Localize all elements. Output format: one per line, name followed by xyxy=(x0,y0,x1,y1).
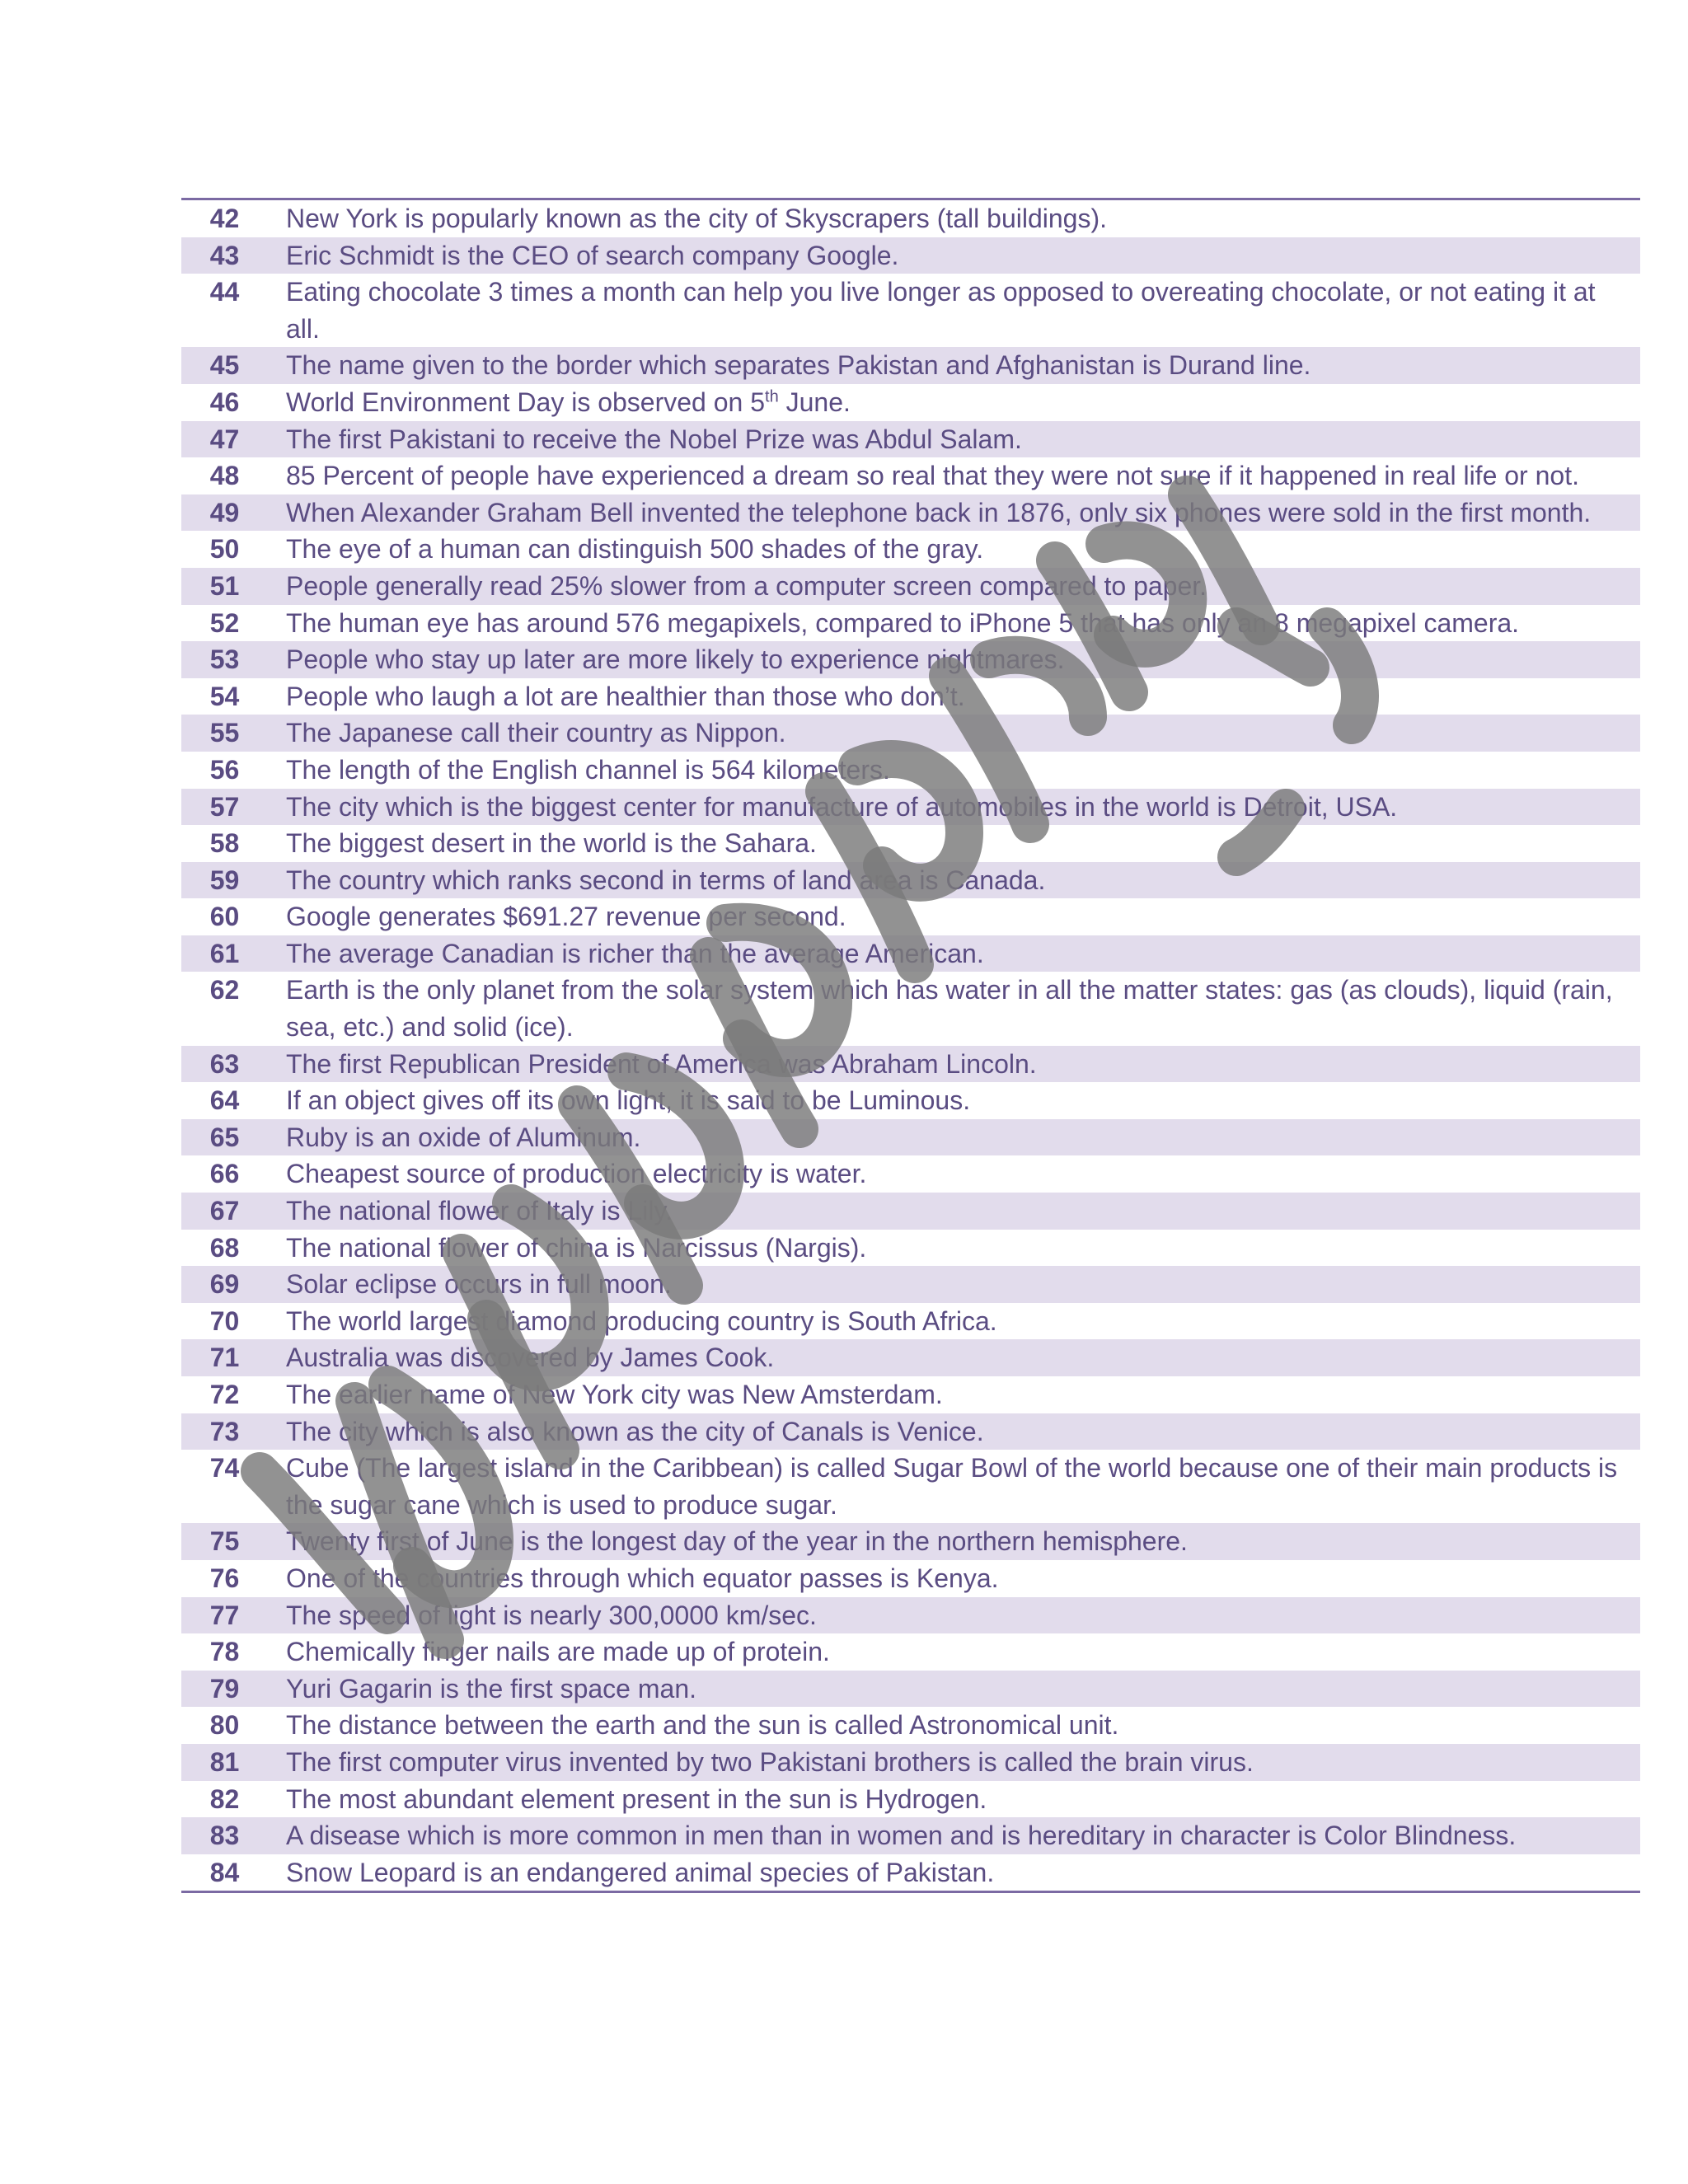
row-number: 57 xyxy=(209,791,240,822)
row-number: 69 xyxy=(209,1269,240,1300)
row-text: The eye of a human can distinguish 500 shades of the gray. xyxy=(286,534,984,565)
row-text: The average Canadian is richer than the average American. xyxy=(286,938,984,968)
row-text: The biggest desert in the world is the Sahara. xyxy=(286,828,817,859)
table-row xyxy=(181,605,1640,642)
row-text: The distance between the earth and the sun is called Astronomical unit. xyxy=(286,1710,1119,1741)
row-text: The city which is the biggest center for manufacture of automobiles in the world is Detroit, USA. xyxy=(286,791,1398,822)
row-number: 80 xyxy=(209,1710,240,1741)
table-row xyxy=(181,1193,1640,1230)
row-number: 73 xyxy=(209,1416,240,1446)
table-row xyxy=(181,1303,1640,1340)
table-row xyxy=(181,1376,1640,1413)
table-row xyxy=(181,752,1640,789)
row-number: 63 xyxy=(209,1048,240,1079)
row-text: Eating chocolate 3 times a month can help you live longer as opposed to overeating chocolate, or not eating it at all. xyxy=(286,277,1596,344)
table-row xyxy=(181,1119,1640,1156)
table-row xyxy=(181,825,1640,862)
row-number: 56 xyxy=(209,754,240,785)
row-text: The length of the English channel is 564 kilometers. xyxy=(286,754,890,785)
row-number: 79 xyxy=(209,1673,240,1704)
row-number: 62 xyxy=(209,975,240,1005)
row-number: 59 xyxy=(209,865,240,895)
row-text: The earlier name of New York city was New Amsterdam. xyxy=(286,1380,943,1409)
row-text-part: June. xyxy=(778,387,851,417)
facts-table xyxy=(181,198,1640,1893)
row-text: A disease which is more common in men than in women and is hereditary in character is Color Blindness. xyxy=(286,1821,1517,1851)
row-number: 77 xyxy=(209,1600,240,1630)
row-text: One of the countries through which equator passes is Kenya. xyxy=(286,1563,999,1593)
row-number: 46 xyxy=(209,387,240,417)
row-text: 85 Percent of people have experienced a dream so real that they were not sure if it happened in real life or not. xyxy=(286,461,1579,491)
table-row xyxy=(181,862,1640,899)
row-text: Cheapest source of production electricity is water. xyxy=(286,1159,867,1189)
table-row xyxy=(181,457,1640,494)
row-text: Cube (The largest island in the Caribbean) is called Sugar Bowl of the world because one of their main products is the sugar cane which is used to produce sugar. xyxy=(286,1453,1618,1520)
table-row xyxy=(181,1671,1640,1708)
row-number: 43 xyxy=(209,240,240,270)
table-row xyxy=(181,568,1640,605)
row-number: 68 xyxy=(209,1232,240,1263)
table-row xyxy=(181,274,1640,347)
table-row xyxy=(181,1854,1640,1891)
row-text: The national flower of Italy is Lily. xyxy=(286,1196,673,1226)
row-text: Twenty first of June is the longest day of the year in the northern hemisphere. xyxy=(286,1526,1188,1557)
table-row xyxy=(181,1230,1640,1267)
table-row xyxy=(181,1046,1640,1083)
row-number: 49 xyxy=(209,497,240,527)
row-text: The first Republican President of America was Abraham Lincoln. xyxy=(286,1048,1037,1079)
row-number: 70 xyxy=(209,1305,240,1336)
table-row xyxy=(181,715,1640,752)
table-row xyxy=(181,531,1640,568)
row-number: 66 xyxy=(209,1159,240,1189)
table-row xyxy=(181,1413,1640,1451)
table-row xyxy=(181,1339,1640,1376)
row-text: The first computer virus invented by two Pakistani brothers is called the brain virus. xyxy=(286,1746,1254,1777)
row-text: Earth is the only planet from the solar system which has water in all the matter states: gas (as clouds), liquid (rain, sea, etc.) and solid (ice). xyxy=(286,975,1613,1043)
row-text: People generally read 25% slower from a computer screen compared to paper. xyxy=(286,570,1207,601)
table-row xyxy=(181,898,1640,935)
row-text: The country which ranks second in terms of land area is Canada. xyxy=(286,865,1046,895)
row-text: The human eye has around 576 megapixels, compared to iPhone 5 that has only an 8 megapixel camera. xyxy=(286,607,1520,638)
table-row xyxy=(181,494,1640,532)
row-number: 54 xyxy=(209,681,240,711)
table-row xyxy=(181,1781,1640,1818)
row-text: If an object gives off its own light, it is said to be Luminous. xyxy=(286,1085,971,1116)
row-number: 61 xyxy=(209,938,240,968)
row-text-part: World Environment Day is observed on 5 xyxy=(286,387,766,417)
table-row xyxy=(181,1266,1640,1303)
row-text: The speed of light is nearly 300,0000 km/sec. xyxy=(286,1600,817,1630)
row-text: The most abundant element present in the sun is Hydrogen. xyxy=(286,1783,987,1814)
row-text: The world largest diamond producing country is South Africa. xyxy=(286,1305,997,1336)
row-number: 65 xyxy=(209,1122,240,1152)
row-number: 78 xyxy=(209,1637,240,1667)
table-row xyxy=(181,1707,1640,1744)
row-number: 67 xyxy=(209,1196,240,1226)
row-number: 74 xyxy=(209,1453,240,1483)
row-number: 82 xyxy=(209,1783,240,1814)
row-number: 71 xyxy=(209,1343,240,1373)
row-text: People who stay up later are more likely to experience nightmares. xyxy=(286,644,1065,675)
row-number: 75 xyxy=(209,1526,240,1557)
row-number: 51 xyxy=(209,570,240,601)
row-text: Ruby is an oxide of Aluminum. xyxy=(286,1122,641,1152)
table-row xyxy=(181,1597,1640,1634)
table-row xyxy=(181,200,1640,237)
table-row xyxy=(181,789,1640,826)
table-row xyxy=(181,384,1640,421)
row-text: The city which is also known as the city of Canals is Venice. xyxy=(286,1416,984,1446)
row-text xyxy=(286,384,1640,421)
row-text: Chemically finger nails are made up of protein. xyxy=(286,1637,830,1667)
row-number: 48 xyxy=(209,461,240,491)
row-text: The Japanese call their country as Nippon. xyxy=(286,718,786,748)
table-row xyxy=(181,237,1640,274)
row-number: 52 xyxy=(209,607,240,638)
row-text: Snow Leopard is an endangered animal species of Pakistan. xyxy=(286,1857,995,1887)
table-row xyxy=(181,1633,1640,1671)
table-row xyxy=(181,1450,1640,1523)
row-number: 53 xyxy=(209,644,240,675)
row-number: 47 xyxy=(209,424,240,454)
table-row xyxy=(181,972,1640,1045)
table-row xyxy=(181,1744,1640,1781)
table-row xyxy=(181,1523,1640,1560)
row-number: 76 xyxy=(209,1563,240,1593)
row-number: 84 xyxy=(209,1857,240,1887)
row-number: 81 xyxy=(209,1746,240,1777)
row-number: 60 xyxy=(209,902,240,932)
row-text: New York is popularly known as the city of Skyscrapers (tall buildings). xyxy=(286,204,1107,233)
row-text: Eric Schmidt is the CEO of search company Google. xyxy=(286,240,899,270)
table-row xyxy=(181,1817,1640,1854)
table-row xyxy=(181,641,1640,678)
row-number: 55 xyxy=(209,718,240,748)
row-number: 64 xyxy=(209,1085,240,1116)
row-number: 72 xyxy=(209,1380,240,1409)
row-text: The national flower of china is Narcissus (Nargis). xyxy=(286,1232,867,1263)
row-text: Solar eclipse occurs in full moon. xyxy=(286,1269,672,1300)
table-row xyxy=(181,1082,1640,1119)
table-row xyxy=(181,1560,1640,1597)
table-row xyxy=(181,678,1640,715)
row-text: Google generates $691.27 revenue per second. xyxy=(286,902,846,932)
row-text: Australia was discovered by James Cook. xyxy=(286,1343,775,1373)
row-number: 50 xyxy=(209,534,240,565)
row-number: 45 xyxy=(209,350,240,381)
table-row xyxy=(181,1155,1640,1193)
table-row xyxy=(181,935,1640,972)
row-number: 42 xyxy=(209,204,240,233)
table-row xyxy=(181,347,1640,384)
row-text: The name given to the border which separates Pakistan and Afghanistan is Durand line. xyxy=(286,350,1311,381)
row-text: Yuri Gagarin is the first space man. xyxy=(286,1673,696,1704)
row-text: The first Pakistani to receive the Nobel Prize was Abdul Salam. xyxy=(286,424,1022,454)
row-number: 83 xyxy=(209,1821,240,1851)
row-number: 58 xyxy=(209,828,240,859)
table-row xyxy=(181,421,1640,458)
row-text: When Alexander Graham Bell invented the telephone back in 1876, only six phones were sold in the first month. xyxy=(286,497,1592,527)
row-number: 44 xyxy=(209,277,240,307)
row-text: People who laugh a lot are healthier than those who don’t. xyxy=(286,681,965,711)
row-text-superscript: th xyxy=(765,387,779,406)
